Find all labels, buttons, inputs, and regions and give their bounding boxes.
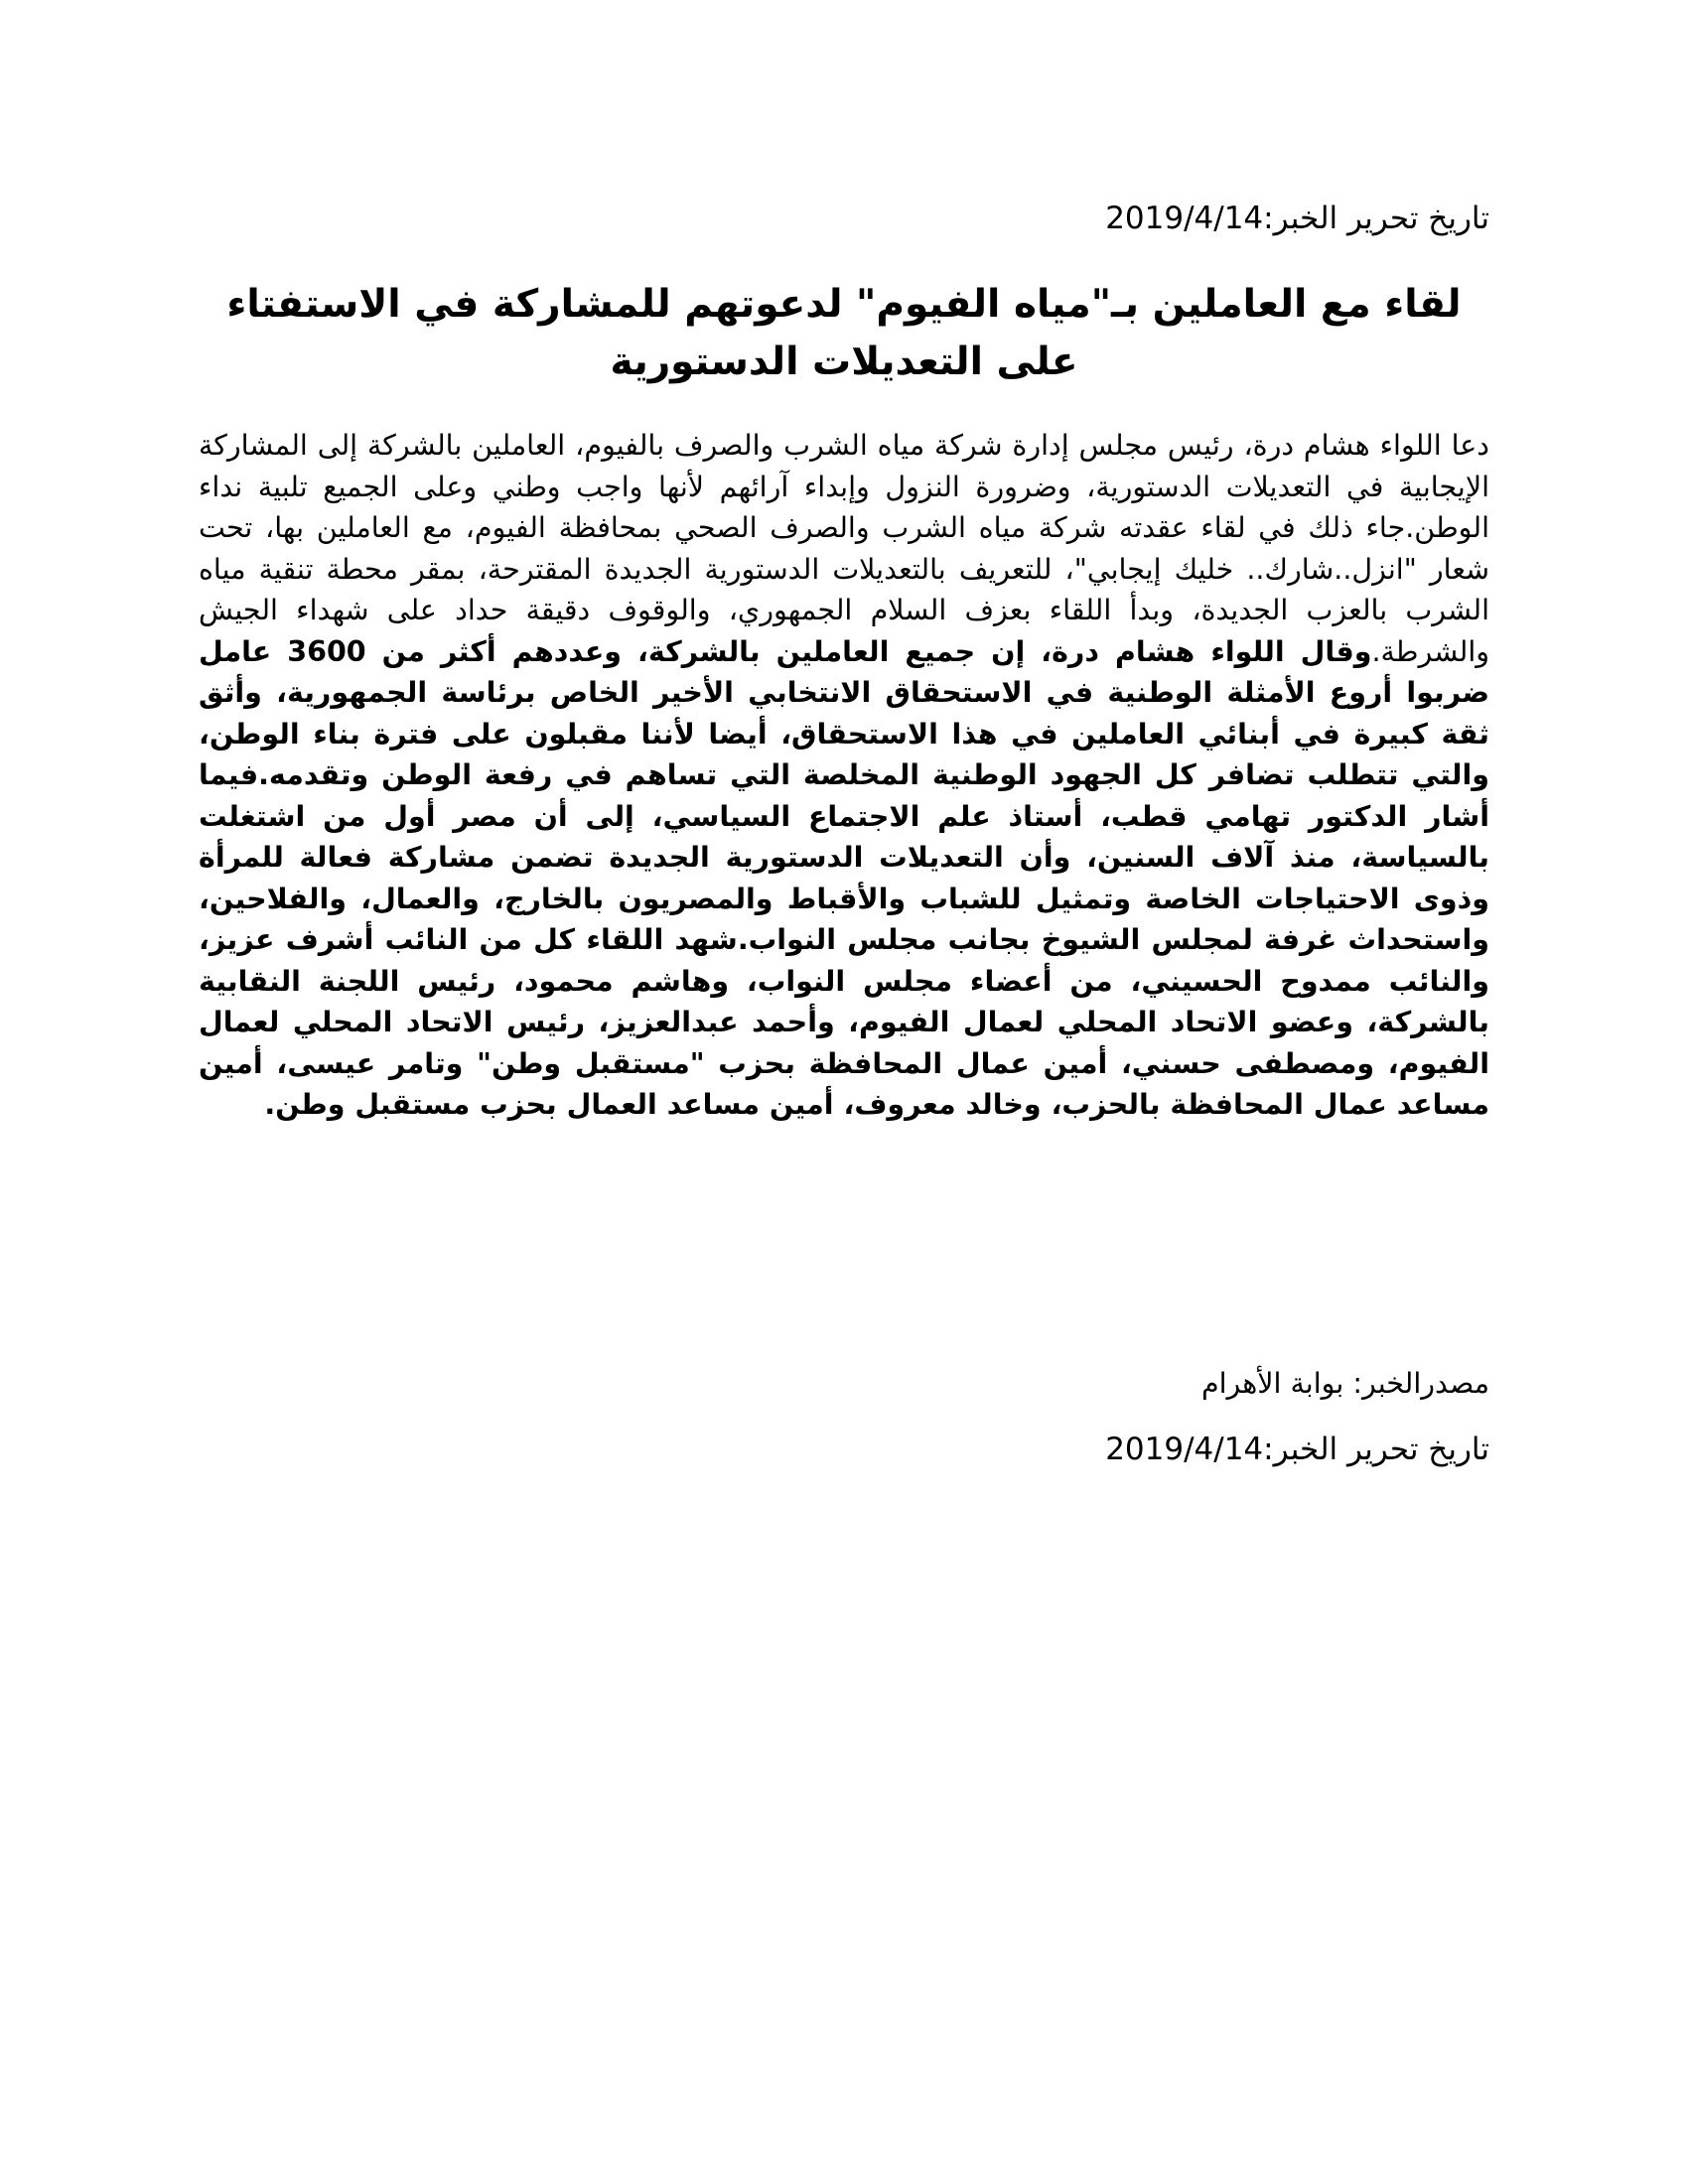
article-body-bold: وقال اللواء هشام درة، إن جميع العاملين بالشركة، وعددهم أكثر من 3600 عامل ضربوا أروع الأمثلة الوطنية في الاستحقاق الانتخابي الأخير الخاص برئاسة الجمهورية، وأثق ثقة كبيرة في أبنائي العاملين في هذا الاستحقاق، أيضا لأننا مقبلون على فترة بناء الوطن، والتي تتطلب تضافر كل الجهود الوطنية المخلصة التي تساهم في رفعة الوطن وتقدمه.فيما أشار الدكتور تهامي قطب، أستاذ علم الاجتماع السياسي، إلى أن مصر أول من اشتغلت بالسياسة، منذ آلاف السنين، وأن التعديلات الدستورية الجديدة تضمن مشاركة فعالة للمرأة وذوى الاحتياجات الخاصة وتمثيل للشباب والأقباط والمصريون بالخارج، والعمال، والفلاحين، واستحداث غرفة لمجلس الشيوخ بجانب مجلس النواب.شهد اللقاء كل من النائب أشرف عزيز، والنائب ممدوح الحسيني، من أعضاء مجلس النواب، وهاشم محمود، رئيس اللجنة النقابية بالشركة، وعضو الاتحاد المحلي لعمال الفيوم، وأحمد عبدالعزيز، رئيس الاتحاد المحلي لعمال الفيوم، ومصطفى حسني، أمين عمال المحافظة بحزب "مستقبل وطن" وتامر عيسى، أمين مساعد عمال المحافظة بالحزب، وخالد معروف، أمين مساعد العمال بحزب مستقبل وطن. — [199, 634, 1489, 1121]
article-date-top: تاريخ تحرير الخبر:2019/4/14 — [1105, 201, 1489, 236]
article-source: مصدرالخبر: بوابة الأهرام — [1200, 1367, 1489, 1400]
article-body-regular: دعا اللواء هشام درة، رئيس مجلس إدارة شركة مياه الشرب والصرف بالفيوم، العاملين بالشركة إلى المشاركة الإيجابية في التعديلات الدستورية، وضرورة النزول وإبداء آرائهم لأنها واجب وطني وعلى الجميع تلبية نداء الوطن.جاء ذلك في لقاء عقدته شركة مياه الشرب والصرف الصحي بمحافظة الفيوم، مع العاملين بها، تحت شعار "انزل..شارك.. خليك إيجابي"، للتعريف بالتعديلات الدستورية الجديدة المقترحة، بمقر محطة تنقية مياه الشرب بالعزب الجديدة، وبدأ اللقاء بعزف السلام الجمهوري، والوقوف دقيقة حداد على شهداء الجيش والشرطة. — [199, 429, 1490, 668]
article-title: لقاء مع العاملين بـ"مياه الفيوم" لدعوتهم للمشاركة في الاستفتاء على التعديلات الدستورية — [226, 282, 1462, 384]
article-body — [199, 425, 1489, 1126]
article-date-bottom: تاريخ تحرير الخبر:2019/4/14 — [1105, 1432, 1489, 1467]
